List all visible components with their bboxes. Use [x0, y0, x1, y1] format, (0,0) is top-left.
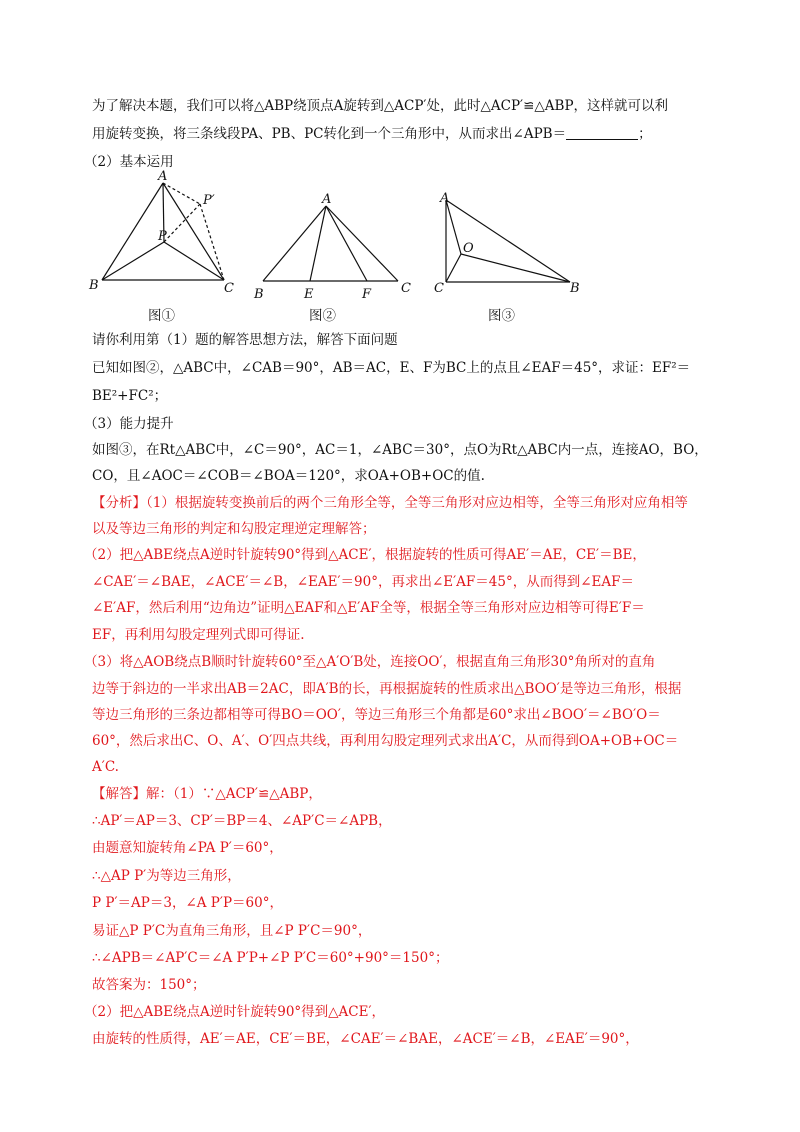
solution-line: 【解答】解：（1）∵△ACP′≌△ABP， [92, 786, 322, 802]
figure-3 [430, 186, 590, 301]
figure-2 [248, 188, 418, 303]
intro-line-2 [92, 124, 712, 144]
fig2-label-c: C [401, 281, 411, 296]
solution-line: 由旋转的性质得，AE′＝AE，CE′＝BE，∠CAE′＝∠BAE，∠ACE′＝∠B，∠EAE′＝90°， [92, 1031, 639, 1047]
body-line: BE²+FC²； [92, 388, 168, 404]
solution-line: （2）把△ABE绕点A逆时针旋转90°得到△ACE′， [84, 1004, 386, 1020]
analysis-line: （3）将△AOB绕点B顺时针旋转60°至△A′O′B处，连接OO′，根据直角三角形30°角所对的直角 [84, 654, 656, 670]
fig2-label-f: F [362, 287, 372, 302]
solution-line: 易证△P P′C为直角三角形，且∠P P′C＝90°， [92, 923, 372, 939]
fig3-label-b: B [570, 281, 580, 296]
solution-line: P P′＝AP＝3，∠A P′P＝60°， [92, 895, 283, 911]
intro-line-2-end: ； [638, 126, 652, 142]
figure-2-caption: 图② [309, 308, 336, 324]
body-line: 请你利用第（1）题的解答思想方法，解答下面问题 [92, 332, 398, 348]
analysis-line: 等边三角形的三条边都相等可得BO＝OO′，等边三角形三个角都是60°求出∠BOO′＝∠BO′O＝ [92, 707, 661, 723]
analysis-line: 以及等边三角形的判定和勾股定理逆定理解答； [92, 521, 376, 537]
analysis-line: 边等于斜边的一半求出AB＝2AC，即A′B的长，再根据旋转的性质求出△BOO′是等边三角形，根据 [92, 681, 682, 697]
analysis-line: 【分析】（1）根据旋转变换前后的两个三角形全等，全等三角形对应边相等，全等三角形对应角相等 [92, 495, 688, 511]
solution-line: ∴△AP P′为等边三角形， [92, 868, 241, 884]
solution-line: ∴∠APB＝∠AP′C＝∠A P′P+∠P P′C＝60°+90°＝150°； [92, 950, 449, 966]
body-line: 如图③，在Rt△ABC中，∠C＝90°，AC＝1，∠ABC＝30°，点O为Rt△ABC内一点，连接AO，BO， [92, 442, 708, 458]
fig2-label-a: A [322, 192, 332, 207]
analysis-line: A′C. [92, 759, 119, 775]
analysis-line: ∠E′AF，然后利用“边角边”证明△EAF和△E′AF全等，根据全等三角形对应边相等可得E′F＝ [92, 600, 645, 616]
fig2-label-b: B [254, 287, 264, 302]
intro-line-2-text: 用旋转变换，将三条线段PA、PB、PC转化到一个三角形中，从而求出∠APB＝ [92, 126, 567, 142]
intro-line-1: 为了解决本题，我们可以将△ABP绕顶点A旋转到△ACP′处，此时△ACP′≌△ABP，这样就可以利 [92, 98, 669, 114]
fig3-label-a: A [440, 191, 450, 206]
fig1-label-c: C [224, 281, 234, 296]
fig3-label-c: C [434, 281, 444, 296]
fig1-label-p-prime: P′ [203, 193, 215, 208]
fig3-label-o: O [463, 241, 474, 256]
analysis-line: （2）把△ABE绕点A逆时针旋转90°得到△ACE′，根据旋转的性质可得AE′＝AE，CE′＝BE， [84, 547, 646, 563]
figure-1 [86, 168, 246, 298]
figure-1-caption: 图① [148, 308, 175, 324]
analysis-line: 60°，然后求出C、O、A′、O′四点共线，再利用勾股定理列式求出A′C，从而得到OA+OB+OC＝ [92, 733, 679, 749]
answer-blank [566, 125, 638, 140]
solution-line: 由题意知旋转角∠PA P′＝60°， [92, 840, 283, 856]
figure-3-caption: 图③ [488, 308, 515, 324]
solution-line: 故答案为：150°； [92, 977, 206, 993]
body-line: 已知如图②，△ABC中，∠CAB＝90°，AB＝AC，E、F为BC上的点且∠EAF＝45°，求证：EF²＝ [92, 360, 691, 376]
fig1-label-b: B [89, 278, 99, 293]
fig2-label-e: E [304, 287, 314, 302]
fig1-label-p: P [158, 229, 167, 244]
analysis-line: EF，再利用勾股定理列式即可得证. [92, 627, 305, 643]
solution-line: ∴AP′＝AP＝3、CP′＝BP＝4、∠AP′C＝∠APB， [92, 813, 392, 829]
body-line: （3）能力提升 [84, 416, 174, 432]
part2-heading: （2）基本运用 [84, 154, 174, 170]
fig1-label-a: A [158, 169, 168, 184]
body-line: CO，且∠AOC＝∠COB＝∠BOA＝120°，求OA+OB+OC的值. [92, 468, 485, 484]
analysis-line: ∠CAE′＝∠BAE，∠ACE′＝∠B，∠EAE′＝90°，再求出∠E′AF＝45°，从而得到∠EAF＝ [92, 574, 635, 590]
